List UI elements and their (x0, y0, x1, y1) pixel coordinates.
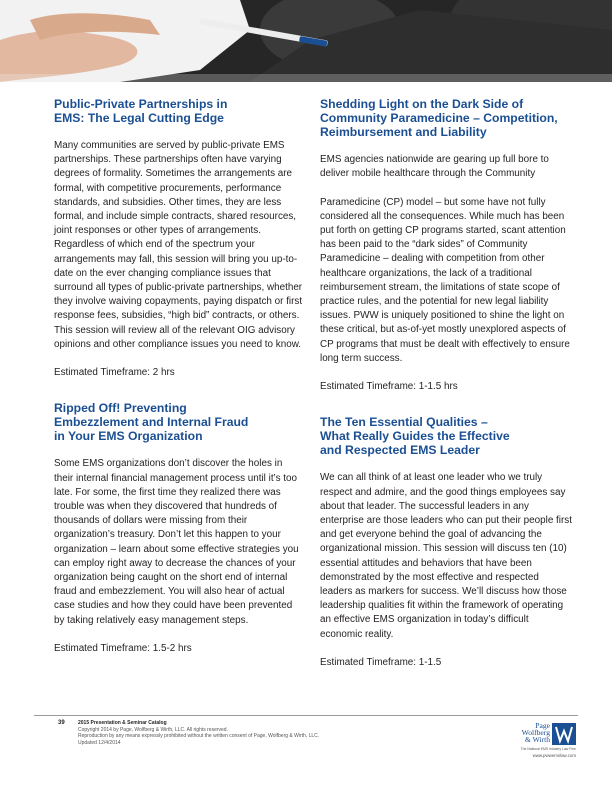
logo-tagline: The National EMS Industry Law Firm (520, 747, 576, 751)
session-title: The Ten Essential Qualities – What Really Guides the Effective and Respected EMS Leader (320, 415, 510, 458)
session-title: Public-Private Partnerships in EMS: The Legal Cutting Edge (54, 97, 228, 125)
page-number: 39 (58, 720, 65, 726)
right-column (320, 97, 572, 670)
session-description: EMS agencies nationwide are gearing up full bore to deliver mobile healthcare through the Community Paramedicine (CP) model – but some have not fully considered all the consequences. While much has been put forth on getting CP programs started, scant attention has been paid to the “dark sides” of Community Paramedicine – dealing with competition from other healthcare organizations, the lack of a traditional reimbursement stream, the limitations of state scope of practice rules, and the potential for new legal liability issues. PWW is uniquely positioned to shine the light on these critical, but as-of-yet mostly unexplored aspects of CP programs that must be dealt with effectively to ensure long term success. (320, 154, 570, 364)
session-title: Shedding Light on the Dark Side of Community Paramedicine – Competition, Reimbursement and Liability (320, 97, 558, 139)
session-timeframe: Estimated Timeframe: 1-1.5 (320, 657, 442, 669)
session-public-private-partnerships (54, 97, 304, 380)
session-timeframe: Estimated Timeframe: 2 hrs (54, 367, 175, 379)
session-ripped-off (54, 401, 304, 656)
left-column (54, 97, 304, 656)
session-title: Ripped Off! Preventing Embezzlement and Internal Fraud in Your EMS Organization (54, 401, 249, 444)
header-photo-illustration (0, 0, 612, 82)
website-link[interactable]: www.pwwemslaw.com (532, 753, 576, 758)
logo-mark-icon (552, 723, 576, 745)
logo-wordmark: Page Wolfberg & Wirth (521, 721, 550, 745)
catalog-title: 2015 Presentation & Seminar Catalog (78, 720, 167, 726)
copyright-line: Copyright 2014 by Page, Wolfberg & Wirth, LLC. All rights reserved. (78, 726, 228, 733)
session-ten-essential-qualities (320, 415, 572, 670)
session-community-paramedicine (320, 97, 572, 394)
session-timeframe: Estimated Timeframe: 1.5-2 hrs (54, 643, 192, 655)
session-description: Many communities are served by public-private EMS partnerships. These partnerships often have varying degrees of formality. Sometimes the arrangements are formal, with competitive procurements, performance standards, and subsidies. Other times, they are less formal, and include simple contracts, shared resources, joint responses or other types of arrangements. Regardless of which end of the spectrum your arrangements may fall, this session will bring you up-to-date on the ever changing compliance issues that surround all types of public-private partnerships, whether they involve waiving copayments, paying dispatch or first response fees, subsidies, “high bid” contracts, or others. This session will review all of the relevant OIG advisory opinions and other compliance issues you need to know. (54, 140, 303, 350)
session-description: Some EMS organizations don’t discover the holes in their internal financial management process until it’s too late. For some, the first time they realized there was trouble was when they discovered that hundreds of thousands of dollars were missing from their organization’s treasury. Don’t let this happen to your organization – learn about some effective strategies you can employ right away to decrease the chances of your organization being caught on the short end of internal fraud and embezzlement. You will also hear of actual case studies and how they could have been prevented by taking relatively easy management steps. (54, 458, 299, 626)
firm-logo (486, 722, 578, 766)
header-photo (0, 0, 612, 82)
page-footer (34, 715, 578, 766)
session-description: We can all think of at least one leader who we truly respect and admire, and the good things employees say about that leader. The successful leaders in any enterprise are those leaders who can put their people first and get everyone behind the goal of advancing the organizational mission. This session will discuss ten (10) essential attitudes and behaviors that have been demonstrated by the most effective and respected leaders as markers for success. We’ll discuss how those leadership qualities fit within the framework of operating an effective EMS organization in today’s difficult economic reality. (320, 472, 572, 640)
reproduction-line: Reproduction by any means expressly prohibited without the written consent of Page, Wolfberg & Wirth, LLC. (78, 733, 320, 739)
footer-legal (78, 720, 319, 746)
session-timeframe: Estimated Timeframe: 1-1.5 hrs (320, 381, 458, 393)
updated-line: Updated 12/4/2014 (78, 739, 121, 746)
